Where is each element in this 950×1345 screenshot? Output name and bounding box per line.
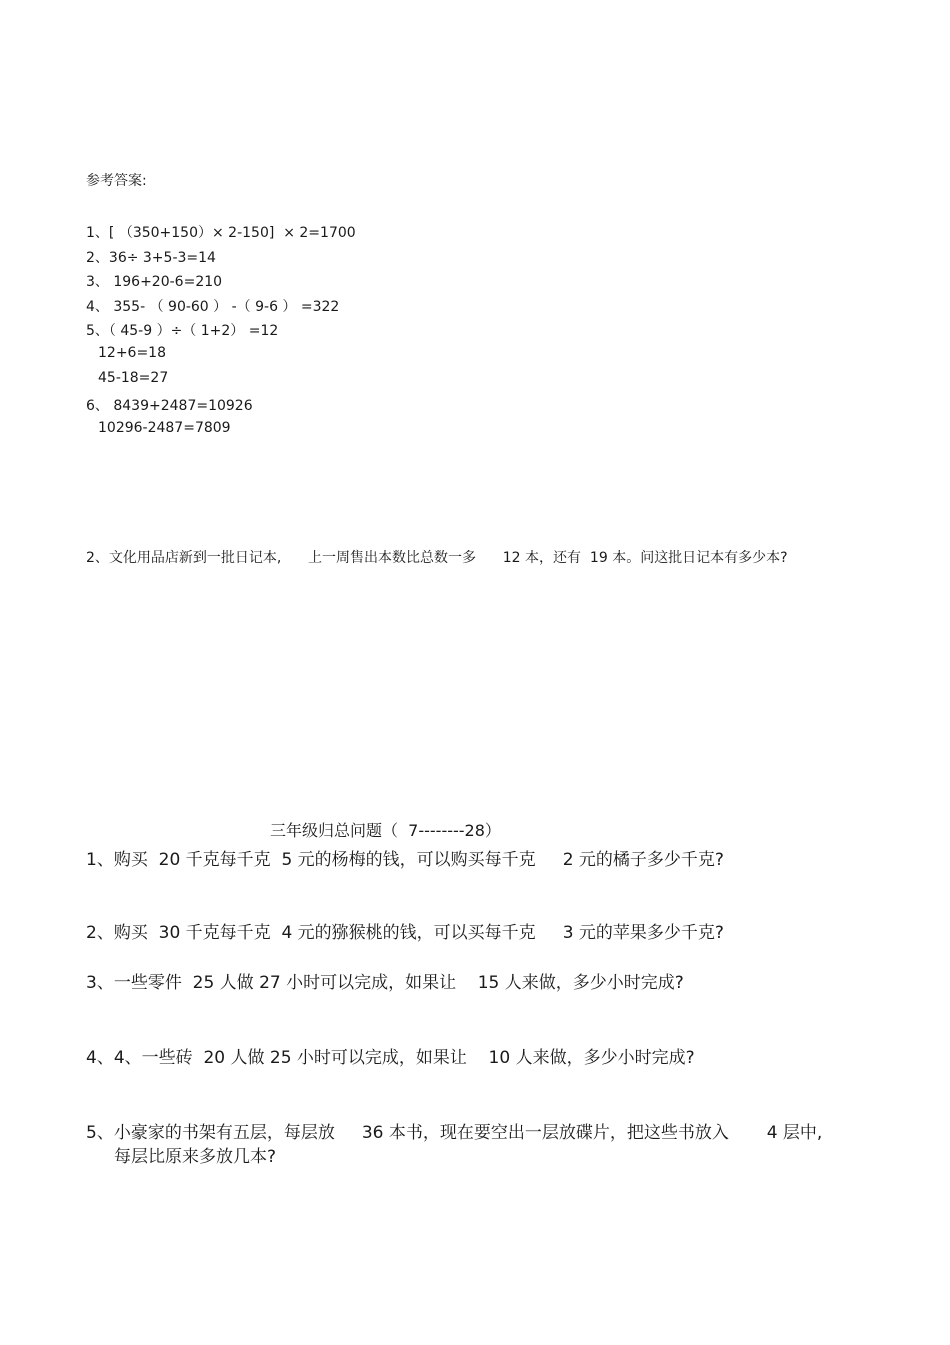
section-title: 三年级归总问题（ 7--------28） xyxy=(270,821,501,840)
question-2: 2、购买 30 千克每千克 4 元的猕猴桃的钱，可以买每千克 3 元的苹果多少千克? xyxy=(86,923,724,943)
question-1: 1、购买 20 千克每千克 5 元的杨梅的钱，可以购买每千克 2 元的橘子多少千克? xyxy=(86,850,724,870)
answer-line-4: 4、 355- （ 90-60 ） -（ 9-6 ） =322 xyxy=(86,299,340,315)
question-5-continued: 每层比原来多放几本? xyxy=(114,1147,277,1167)
answer-line-1: 1、[ （350+150）× 2-150] × 2=1700 xyxy=(86,225,356,241)
answer-line-2: 2、36÷ 3+5-3=14 xyxy=(86,250,216,266)
standalone-question: 2、文化用品店新到一批日记本, 上一周售出本数比总数一多 12 本，还有 19 本。问这批日记本有多少本? xyxy=(86,550,788,566)
answer-line-3: 3、 196+20-6=210 xyxy=(86,274,223,290)
question-4: 4、4、一些砖 20 人做 25 小时可以完成，如果让 10 人来做，多少小时完成? xyxy=(86,1048,695,1068)
answer-key-heading: 参考答案: xyxy=(86,173,147,189)
question-5: 5、小豪家的书架有五层，每层放 36 本书，现在要空出一层放碟片，把这些书放入 4 层中, xyxy=(86,1123,823,1143)
answer-line-6a: 10296-2487=7809 xyxy=(98,420,231,436)
question-3: 3、一些零件 25 人做 27 小时可以完成，如果让 15 人来做，多少小时完成? xyxy=(86,973,684,993)
answer-line-6: 6、 8439+2487=10926 xyxy=(86,398,253,414)
answer-line-5b: 45-18=27 xyxy=(98,370,169,386)
answer-line-5: 5、（ 45-9 ）÷（ 1+2） =12 xyxy=(86,323,279,339)
answer-line-5a: 12+6=18 xyxy=(98,345,166,361)
